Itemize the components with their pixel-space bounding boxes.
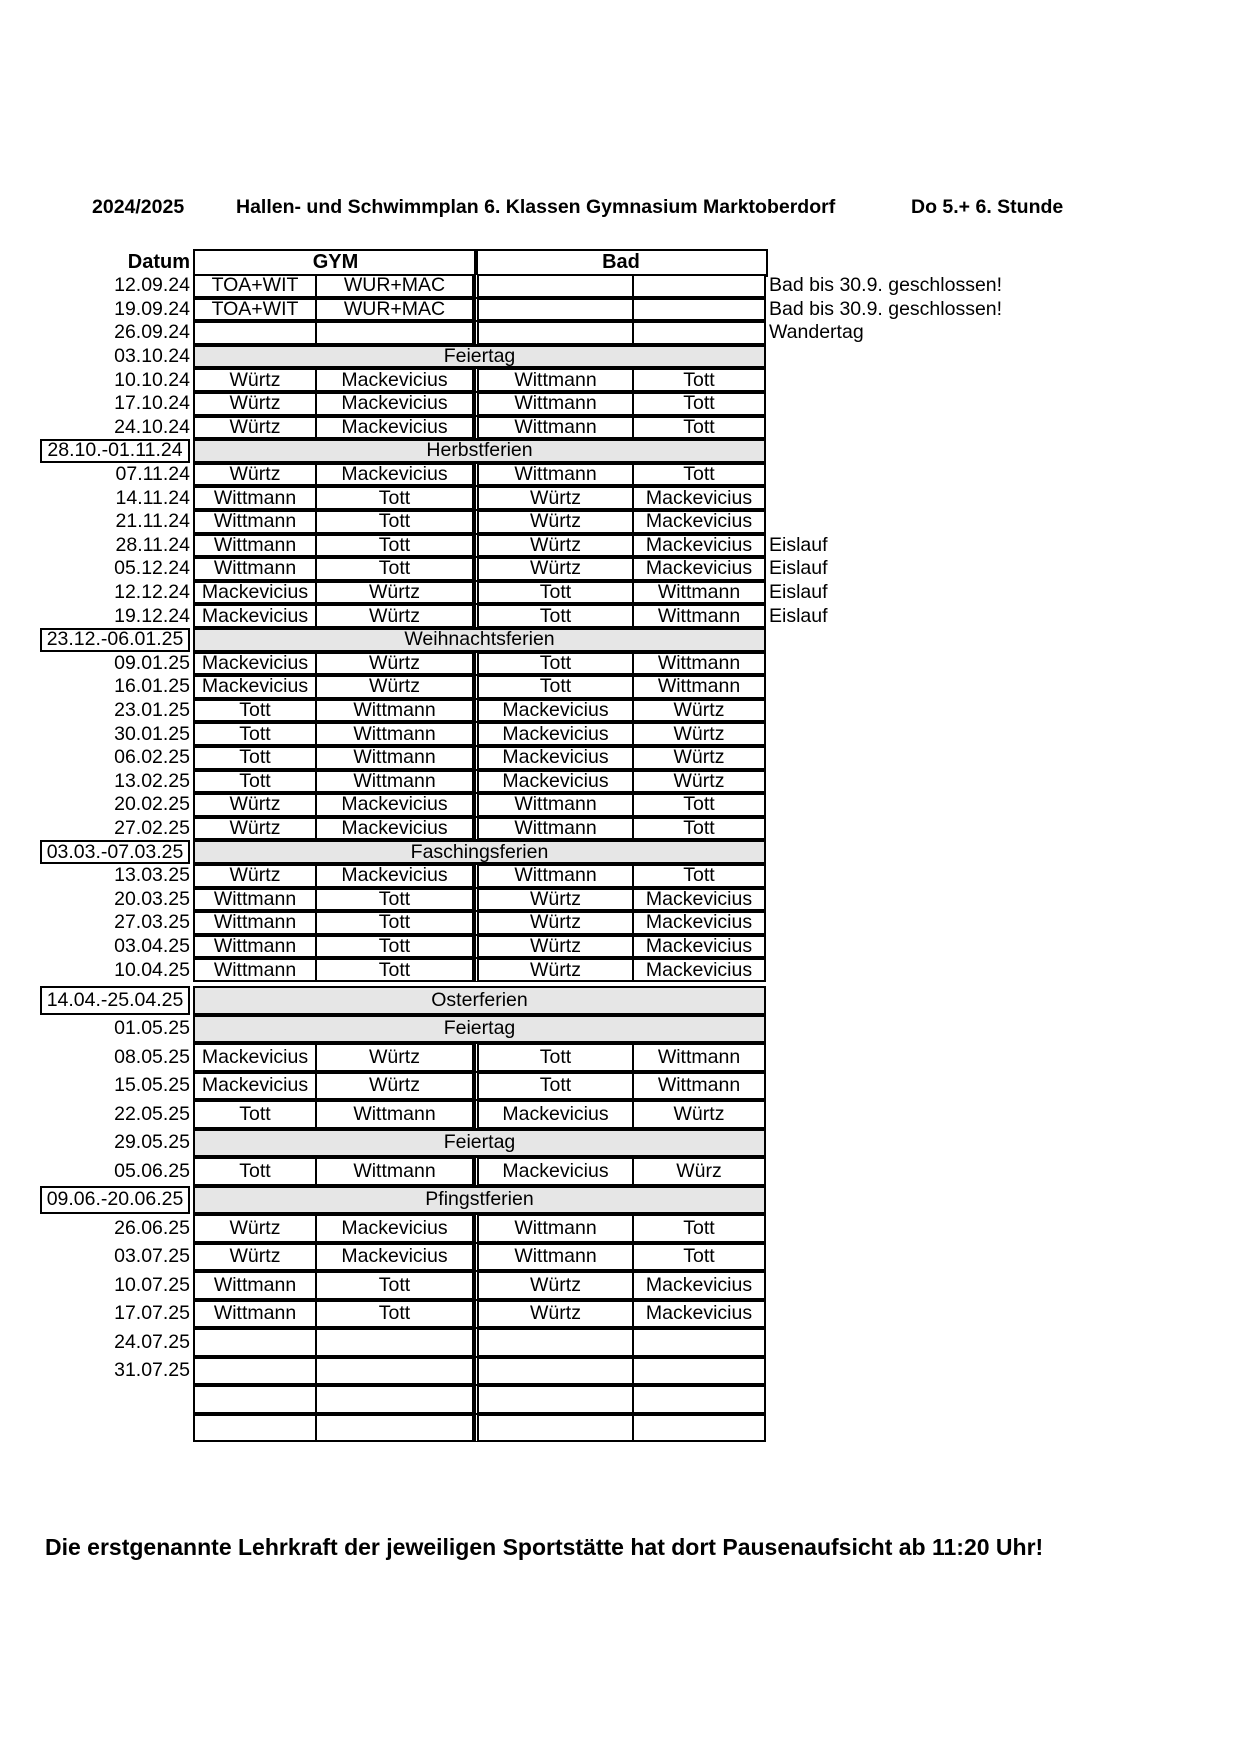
gym-cell-1: Mackevicius — [193, 604, 317, 628]
table-row — [0, 534, 1240, 558]
bad-cell-2: Mackevicius — [632, 1300, 766, 1329]
column-header-gym: GYM — [193, 249, 478, 277]
bad-cell-1 — [474, 298, 634, 322]
gym-cell-2: Würtz — [315, 652, 474, 676]
lesson-time: Do 5.+ 6. Stunde — [911, 196, 1064, 218]
bad-cell-2: Mackevicius — [632, 888, 766, 912]
table-row — [0, 581, 1240, 605]
bad-cell-1: Mackevicius — [474, 1100, 634, 1129]
bad-cell-1: Würtz — [474, 888, 634, 912]
gym-cell-1 — [193, 1385, 317, 1414]
table-row-holiday — [0, 439, 1240, 463]
table-row — [0, 486, 1240, 510]
bad-cell-1: Mackevicius — [474, 746, 634, 770]
bad-cell-2: Würz — [632, 1157, 766, 1186]
bad-cell-2: Wittmann — [632, 675, 766, 699]
row-note: Wandertag — [769, 321, 864, 344]
gym-cell-1: TOA+WIT — [193, 274, 317, 298]
gym-cell-2: Tott — [315, 1300, 474, 1329]
gym-cell-2: Tott — [315, 1271, 474, 1300]
row-date: 16.01.25 — [114, 675, 190, 698]
row-date: 06.02.25 — [114, 746, 190, 769]
bad-cell-1: Würtz — [474, 510, 634, 534]
gym-cell-1: Mackevicius — [193, 581, 317, 605]
row-note: Eislauf — [769, 604, 828, 627]
bad-cell-1: Würtz — [474, 1271, 634, 1300]
gym-cell-1: Wittmann — [193, 534, 317, 558]
row-date: 14.04.-25.04.25 — [40, 986, 190, 1015]
gym-cell-2: Tott — [315, 534, 474, 558]
bad-cell-1: Tott — [474, 675, 634, 699]
row-date: 24.10.24 — [114, 415, 190, 438]
gym-cell-2 — [315, 1414, 474, 1443]
table-row — [0, 604, 1240, 628]
gym-cell-1: Würtz — [193, 463, 317, 487]
table-row — [0, 392, 1240, 416]
page-header — [0, 196, 1240, 224]
table-row-holiday — [0, 840, 1240, 864]
row-date: 09.01.25 — [114, 651, 190, 674]
school-year: 2024/2025 — [92, 196, 185, 218]
gym-cell-2: Tott — [315, 958, 474, 982]
gym-cell-2: Wittmann — [315, 722, 474, 746]
bad-cell-1 — [474, 1414, 634, 1443]
gym-cell-2: Würtz — [315, 1072, 474, 1101]
table-row — [0, 722, 1240, 746]
table-row — [0, 1300, 1240, 1329]
row-date: 26.06.25 — [114, 1216, 190, 1239]
bad-cell-1: Würtz — [474, 1300, 634, 1329]
gym-cell-2: Wittmann — [315, 1157, 474, 1186]
table-row-holiday — [0, 1015, 1240, 1044]
row-date: 21.11.24 — [115, 510, 190, 533]
bad-cell-2 — [632, 298, 766, 322]
bad-cell-1 — [474, 1357, 634, 1386]
row-date: 03.04.25 — [114, 935, 190, 958]
row-date: 17.07.25 — [114, 1302, 190, 1325]
bad-cell-2: Tott — [632, 463, 766, 487]
holiday-label: Feiertag — [193, 1015, 766, 1044]
footer-note: Die erstgenannte Lehrkraft der jeweiligen Sportstätte hat dort Pausenaufsicht ab 11:20 Uhr! — [45, 1534, 1044, 1560]
gym-cell-2: Mackevicius — [315, 463, 474, 487]
bad-cell-2: Wittmann — [632, 1043, 766, 1072]
row-date: 10.10.24 — [114, 368, 190, 391]
holiday-label: Feiertag — [193, 1129, 766, 1158]
table-row-holiday — [0, 1129, 1240, 1158]
bad-cell-2 — [632, 1357, 766, 1386]
gym-cell-2 — [315, 1385, 474, 1414]
bad-cell-2: Mackevicius — [632, 935, 766, 959]
bad-cell-1: Würtz — [474, 935, 634, 959]
table-row — [0, 911, 1240, 935]
page-title: Hallen- und Schwimmplan 6. Klassen Gymnasium Marktoberdorf — [236, 196, 836, 218]
gym-cell-1: Mackevicius — [193, 675, 317, 699]
bad-cell-1: Tott — [474, 581, 634, 605]
gym-cell-2: Mackevicius — [315, 817, 474, 841]
gym-cell-2: Mackevicius — [315, 793, 474, 817]
gym-cell-1: Tott — [193, 699, 317, 723]
gym-cell-1: Würtz — [193, 817, 317, 841]
gym-cell-2: Mackevicius — [315, 392, 474, 416]
gym-cell-2: Wittmann — [315, 1100, 474, 1129]
table-row — [0, 958, 1240, 982]
bad-cell-1: Wittmann — [474, 1214, 634, 1243]
bad-cell-2: Würtz — [632, 699, 766, 723]
table-row — [0, 1357, 1240, 1386]
table-row — [0, 699, 1240, 723]
column-header-datum: Datum — [127, 251, 190, 273]
bad-cell-2: Mackevicius — [632, 958, 766, 982]
bad-cell-2: Tott — [632, 1243, 766, 1272]
gym-cell-1: Tott — [193, 722, 317, 746]
bad-cell-1: Tott — [474, 604, 634, 628]
gym-cell-2: Tott — [315, 888, 474, 912]
row-date: 31.07.25 — [114, 1359, 190, 1382]
bad-cell-1: Würtz — [474, 557, 634, 581]
table-row — [0, 1271, 1240, 1300]
gym-cell-2: Wittmann — [315, 746, 474, 770]
table-row — [0, 1385, 1240, 1414]
row-date: 28.10.-01.11.24 — [40, 439, 190, 463]
gym-cell-2: Wittmann — [315, 770, 474, 794]
bad-cell-1 — [474, 1385, 634, 1414]
bad-cell-1 — [474, 321, 634, 345]
row-date: 27.03.25 — [114, 911, 190, 934]
gym-cell-2: Mackevicius — [315, 1243, 474, 1272]
table-row — [0, 1100, 1240, 1129]
bad-cell-2: Mackevicius — [632, 486, 766, 510]
table-row — [0, 321, 1240, 345]
row-date — [40, 1385, 190, 1414]
row-date: 14.11.24 — [115, 486, 190, 509]
table-row — [0, 1328, 1240, 1357]
gym-cell-1: Wittmann — [193, 911, 317, 935]
table-row — [0, 1214, 1240, 1243]
gym-cell-2 — [315, 321, 474, 345]
row-date: 22.05.25 — [114, 1102, 190, 1125]
table-row — [0, 1414, 1240, 1443]
gym-cell-1: Tott — [193, 1157, 317, 1186]
bad-cell-1: Mackevicius — [474, 770, 634, 794]
row-date: 08.05.25 — [114, 1045, 190, 1068]
bad-cell-1: Wittmann — [474, 368, 634, 392]
gym-cell-2: Tott — [315, 557, 474, 581]
table-row — [0, 888, 1240, 912]
bad-cell-1: Tott — [474, 1072, 634, 1101]
bad-cell-2 — [632, 274, 766, 298]
row-date: 23.12.-06.01.25 — [40, 628, 190, 652]
row-date: 03.10.24 — [114, 345, 190, 368]
gym-cell-2 — [315, 1328, 474, 1357]
bad-cell-1: Wittmann — [474, 392, 634, 416]
row-note: Eislauf — [769, 533, 828, 556]
bad-cell-1: Wittmann — [474, 864, 634, 888]
row-date: 03.03.-07.03.25 — [40, 840, 190, 864]
bad-cell-2: Wittmann — [632, 604, 766, 628]
row-date: 24.07.25 — [114, 1330, 190, 1353]
gym-cell-2: WUR+MAC — [315, 298, 474, 322]
gym-cell-1: Wittmann — [193, 935, 317, 959]
table-row — [0, 274, 1240, 298]
bad-cell-1 — [474, 1328, 634, 1357]
row-date: 26.09.24 — [114, 321, 190, 344]
bad-cell-2: Würtz — [632, 1100, 766, 1129]
table-row — [0, 675, 1240, 699]
table-row — [0, 510, 1240, 534]
row-date: 20.03.25 — [114, 887, 190, 910]
bad-cell-2: Mackevicius — [632, 534, 766, 558]
bad-cell-2: Tott — [632, 793, 766, 817]
row-date: 30.01.25 — [114, 722, 190, 745]
row-date: 10.04.25 — [114, 958, 190, 981]
table-row — [0, 557, 1240, 581]
table-row — [0, 416, 1240, 440]
row-date: 09.06.-20.06.25 — [40, 1186, 190, 1215]
gym-cell-1: Würtz — [193, 392, 317, 416]
bad-cell-1: Wittmann — [474, 463, 634, 487]
gym-cell-2: Wittmann — [315, 699, 474, 723]
table-row — [0, 298, 1240, 322]
bad-cell-2: Tott — [632, 416, 766, 440]
bad-cell-1: Tott — [474, 652, 634, 676]
bad-cell-1: Mackevicius — [474, 1157, 634, 1186]
gym-cell-2: Tott — [315, 486, 474, 510]
gym-cell-1: Wittmann — [193, 486, 317, 510]
holiday-label: Herbstferien — [193, 439, 766, 463]
holiday-label: Faschingsferien — [193, 840, 766, 864]
gym-cell-1: Wittmann — [193, 557, 317, 581]
bad-cell-2: Tott — [632, 817, 766, 841]
row-date: 20.02.25 — [114, 793, 190, 816]
bad-cell-2: Mackevicius — [632, 557, 766, 581]
table-row — [0, 1043, 1240, 1072]
bad-cell-2 — [632, 1328, 766, 1357]
bad-cell-1: Wittmann — [474, 817, 634, 841]
table-row-holiday — [0, 628, 1240, 652]
row-note: Eislauf — [769, 557, 828, 580]
gym-cell-1: Mackevicius — [193, 1043, 317, 1072]
bad-cell-1: Wittmann — [474, 793, 634, 817]
gym-cell-2: Tott — [315, 510, 474, 534]
row-date: 03.07.25 — [114, 1245, 190, 1268]
bad-cell-1: Tott — [474, 1043, 634, 1072]
row-note: Bad bis 30.9. geschlossen! — [769, 274, 1003, 297]
table-row — [0, 368, 1240, 392]
row-date: 17.10.24 — [114, 392, 190, 415]
row-date: 01.05.25 — [114, 1017, 190, 1040]
gym-cell-2: WUR+MAC — [315, 274, 474, 298]
row-date: 29.05.25 — [114, 1131, 190, 1154]
bad-cell-2: Mackevicius — [632, 510, 766, 534]
gym-cell-1 — [193, 321, 317, 345]
bad-cell-1: Würtz — [474, 911, 634, 935]
gym-cell-1: Würtz — [193, 1243, 317, 1272]
table-row — [0, 770, 1240, 794]
bad-cell-1: Würtz — [474, 534, 634, 558]
column-header-bad: Bad — [474, 249, 768, 277]
row-date: 13.03.25 — [114, 864, 190, 887]
gym-cell-1: Wittmann — [193, 1271, 317, 1300]
row-date: 28.11.24 — [115, 533, 190, 556]
bad-cell-1: Mackevicius — [474, 699, 634, 723]
gym-cell-1: Wittmann — [193, 888, 317, 912]
gym-cell-2: Würtz — [315, 675, 474, 699]
gym-cell-1: Tott — [193, 1100, 317, 1129]
gym-cell-1: Wittmann — [193, 1300, 317, 1329]
row-date: 23.01.25 — [114, 699, 190, 722]
bad-cell-1: Würtz — [474, 486, 634, 510]
gym-cell-2: Mackevicius — [315, 864, 474, 888]
gym-cell-1: Wittmann — [193, 958, 317, 982]
gym-cell-2: Mackevicius — [315, 1214, 474, 1243]
bad-cell-2 — [632, 321, 766, 345]
row-date: 07.11.24 — [115, 463, 190, 486]
table-row — [0, 864, 1240, 888]
gym-cell-2: Würtz — [315, 581, 474, 605]
gym-cell-1 — [193, 1328, 317, 1357]
row-date — [40, 1414, 190, 1443]
row-date: 12.09.24 — [114, 274, 190, 297]
holiday-label: Pfingstferien — [193, 1186, 766, 1215]
gym-cell-1 — [193, 1414, 317, 1443]
holiday-label: Weihnachtsferien — [193, 628, 766, 652]
bad-cell-2: Mackevicius — [632, 1271, 766, 1300]
bad-cell-2: Würtz — [632, 722, 766, 746]
table-row — [0, 1072, 1240, 1101]
gym-cell-1: Würtz — [193, 864, 317, 888]
bad-cell-1: Wittmann — [474, 416, 634, 440]
table-row — [0, 652, 1240, 676]
table-row-holiday — [0, 986, 1240, 1015]
gym-cell-1: Würtz — [193, 793, 317, 817]
row-note: Eislauf — [769, 581, 828, 604]
table-row — [0, 1243, 1240, 1272]
row-date: 15.05.25 — [114, 1074, 190, 1097]
bad-cell-2 — [632, 1385, 766, 1414]
gym-cell-1: Tott — [193, 746, 317, 770]
bad-cell-2: Wittmann — [632, 581, 766, 605]
gym-cell-1: Würtz — [193, 368, 317, 392]
holiday-label: Feiertag — [193, 345, 766, 369]
bad-cell-1: Wittmann — [474, 1243, 634, 1272]
row-date: 05.12.24 — [114, 557, 190, 580]
table-row — [0, 1157, 1240, 1186]
bad-cell-2: Tott — [632, 368, 766, 392]
gym-cell-1: Mackevicius — [193, 652, 317, 676]
bad-cell-2: Tott — [632, 392, 766, 416]
row-date: 27.02.25 — [114, 817, 190, 840]
row-date: 05.06.25 — [114, 1159, 190, 1182]
holiday-label: Osterferien — [193, 986, 766, 1015]
gym-cell-1 — [193, 1357, 317, 1386]
table-row — [0, 793, 1240, 817]
gym-cell-2 — [315, 1357, 474, 1386]
gym-cell-1: Würtz — [193, 416, 317, 440]
row-date: 19.12.24 — [114, 604, 190, 627]
gym-cell-2: Tott — [315, 935, 474, 959]
bad-cell-1 — [474, 274, 634, 298]
bad-cell-2: Mackevicius — [632, 911, 766, 935]
bad-cell-2: Tott — [632, 1214, 766, 1243]
table-row — [0, 746, 1240, 770]
bad-cell-2: Wittmann — [632, 652, 766, 676]
table-row — [0, 935, 1240, 959]
gym-cell-1: Mackevicius — [193, 1072, 317, 1101]
bad-cell-2: Wittmann — [632, 1072, 766, 1101]
bad-cell-2: Tott — [632, 864, 766, 888]
gym-cell-2: Tott — [315, 911, 474, 935]
gym-cell-2: Würtz — [315, 1043, 474, 1072]
row-date: 13.02.25 — [114, 769, 190, 792]
table-row — [0, 817, 1240, 841]
row-date: 12.12.24 — [114, 581, 190, 604]
row-note: Bad bis 30.9. geschlossen! — [769, 297, 1003, 320]
table-row-holiday — [0, 1186, 1240, 1215]
gym-cell-1: Tott — [193, 770, 317, 794]
bad-cell-1: Mackevicius — [474, 722, 634, 746]
row-date: 19.09.24 — [114, 297, 190, 320]
gym-cell-1: TOA+WIT — [193, 298, 317, 322]
gym-cell-2: Mackevicius — [315, 368, 474, 392]
bad-cell-1: Würtz — [474, 958, 634, 982]
gym-cell-1: Wittmann — [193, 510, 317, 534]
gym-cell-1: Würtz — [193, 1214, 317, 1243]
bad-cell-2: Würtz — [632, 746, 766, 770]
table-row — [0, 463, 1240, 487]
gym-cell-2: Mackevicius — [315, 416, 474, 440]
bad-cell-2 — [632, 1414, 766, 1443]
bad-cell-2: Würtz — [632, 770, 766, 794]
row-date: 10.07.25 — [114, 1273, 190, 1296]
table-row-holiday — [0, 345, 1240, 369]
gym-cell-2: Würtz — [315, 604, 474, 628]
